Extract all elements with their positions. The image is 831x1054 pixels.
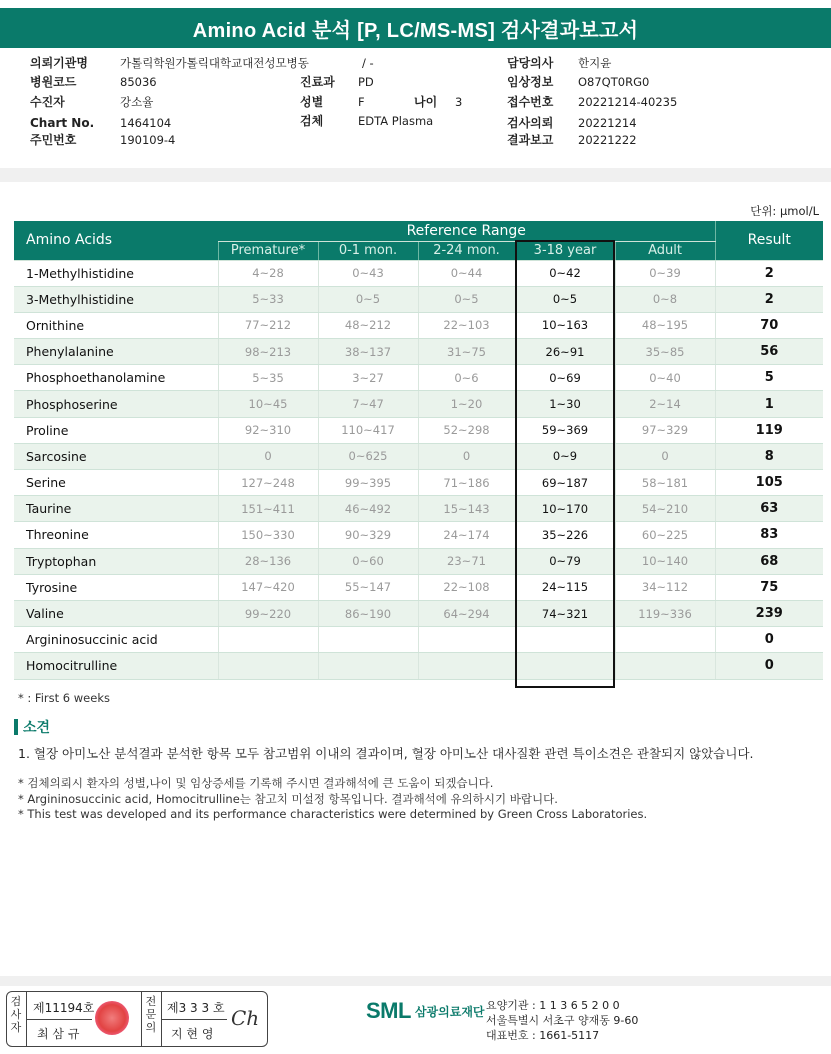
chart-no-label: Chart No. [30, 116, 95, 130]
table-row [14, 653, 823, 679]
ref-0-1-mon: 55~147 [318, 574, 418, 600]
col-premature: Premature* [218, 241, 318, 260]
hospital-code-value: 85036 [120, 75, 157, 89]
result-value: 0 [715, 627, 823, 653]
result-value: 119 [715, 417, 823, 443]
ref-3-18-year [515, 627, 615, 653]
ref-2-24-mon: 0~5 [418, 286, 515, 312]
result-value: 239 [715, 600, 823, 626]
ref-2-24-mon: 22~103 [418, 312, 515, 338]
ref-3-18-year: 26~91 [515, 339, 615, 365]
ref-premature [218, 627, 318, 653]
ref-2-24-mon: 22~108 [418, 574, 515, 600]
vertical-char: 문 [145, 1008, 157, 1021]
ref-3-18-year: 69~187 [515, 470, 615, 496]
result-value: 0 [715, 653, 823, 679]
vertical-char: 사 [10, 1008, 22, 1021]
ref-adult: 35~85 [615, 339, 715, 365]
result-value: 83 [715, 522, 823, 548]
ref-3-18-year: 0~79 [515, 548, 615, 574]
ref-0-1-mon [318, 653, 418, 679]
ref-premature: 147~420 [218, 574, 318, 600]
org-phone: 대표번호 : 1661-5117 [486, 1029, 600, 1042]
ref-3-18-year: 74~321 [515, 600, 615, 626]
amino-name: Serine [14, 470, 218, 496]
ref-2-24-mon: 0~44 [418, 260, 515, 286]
sex-label: 성별 [300, 95, 324, 109]
examiner-vertical-label [10, 995, 22, 1034]
ref-2-24-mon: 23~71 [418, 548, 515, 574]
ref-2-24-mon: 1~20 [418, 391, 515, 417]
col-amino-acids: Amino Acids [14, 221, 218, 260]
ref-adult: 48~195 [615, 312, 715, 338]
specialist-name: 지 현 영 [171, 1027, 214, 1041]
result-value: 70 [715, 312, 823, 338]
table-row [14, 548, 823, 574]
ref-3-18-year: 0~69 [515, 365, 615, 391]
heading-bar [14, 719, 18, 735]
ref-0-1-mon: 0~43 [318, 260, 418, 286]
col-3-18-year: 3-18 year [515, 241, 615, 260]
ref-0-1-mon: 46~492 [318, 496, 418, 522]
ref-3-18-year: 24~115 [515, 574, 615, 600]
ref-0-1-mon: 48~212 [318, 312, 418, 338]
amino-name: Phenylalanine [14, 339, 218, 365]
ref-adult: 0~8 [615, 286, 715, 312]
bottom-divider [0, 976, 831, 986]
ref-2-24-mon [418, 653, 515, 679]
amino-name: 3-Methylhistidine [14, 286, 218, 312]
ref-adult: 34~112 [615, 574, 715, 600]
ref-3-18-year: 0~42 [515, 260, 615, 286]
ref-premature: 4~28 [218, 260, 318, 286]
ref-0-1-mon: 99~395 [318, 470, 418, 496]
org-contact [486, 998, 638, 1043]
ref-3-18-year: 0~9 [515, 443, 615, 469]
note-line: * 검체의뢰시 환자의 성별,나이 및 임상증세를 기록해 주시면 결과해석에 큰 도움이 되겠습니다. [18, 776, 494, 790]
ref-0-1-mon: 110~417 [318, 417, 418, 443]
ref-premature [218, 653, 318, 679]
table-row [14, 365, 823, 391]
request-date-value: 20221214 [578, 116, 637, 130]
ref-premature: 5~35 [218, 365, 318, 391]
clinical-info-value: O87QT0RG0 [578, 75, 650, 89]
ref-adult [615, 627, 715, 653]
premature-footnote: * : First 6 weeks [18, 691, 110, 705]
amino-name: 1-Methylhistidine [14, 260, 218, 286]
ref-2-24-mon: 0~6 [418, 365, 515, 391]
amino-name: Taurine [14, 496, 218, 522]
ref-0-1-mon: 3~27 [318, 365, 418, 391]
findings-heading-text: 소견 [23, 720, 51, 736]
top-divider [0, 168, 831, 182]
age-value: 3 [455, 95, 463, 109]
amino-name: Valine [14, 600, 218, 626]
specimen-label: 검체 [300, 114, 324, 128]
ref-3-18-year: 10~163 [515, 312, 615, 338]
ref-0-1-mon [318, 627, 418, 653]
ref-2-24-mon: 71~186 [418, 470, 515, 496]
ref-3-18-year: 59~369 [515, 417, 615, 443]
specialist-vertical-label [145, 995, 157, 1034]
ref-premature: 151~411 [218, 496, 318, 522]
table-row [14, 470, 823, 496]
ref-premature: 92~310 [218, 417, 318, 443]
sex-value: F [358, 95, 365, 109]
vertical-char: 자 [10, 1021, 22, 1034]
divider [161, 1019, 227, 1020]
dept-label: 진료과 [300, 75, 335, 89]
ref-premature: 77~212 [218, 312, 318, 338]
divider [26, 1019, 92, 1020]
red-seal-stamp [95, 1001, 129, 1035]
institution-label: 의뢰기관명 [30, 56, 88, 70]
ref-2-24-mon: 0 [418, 443, 515, 469]
table-row [14, 417, 823, 443]
request-date-label: 검사의뢰 [507, 116, 554, 130]
ref-adult: 0 [615, 443, 715, 469]
specimen-value: EDTA Plasma [358, 114, 434, 128]
ref-premature: 5~33 [218, 286, 318, 312]
result-value: 75 [715, 574, 823, 600]
findings-heading [14, 717, 50, 737]
ref-3-18-year: 10~170 [515, 496, 615, 522]
hospital-code-label: 병원코드 [30, 75, 77, 89]
ref-adult: 119~336 [615, 600, 715, 626]
ref-premature: 28~136 [218, 548, 318, 574]
ref-0-1-mon: 86~190 [318, 600, 418, 626]
ref-adult: 58~181 [615, 470, 715, 496]
report-date-label: 결과보고 [507, 133, 554, 147]
ref-2-24-mon: 24~174 [418, 522, 515, 548]
result-value: 105 [715, 470, 823, 496]
examiner-name: 최 삼 규 [37, 1027, 80, 1041]
ref-0-1-mon: 0~625 [318, 443, 418, 469]
chart-no-value: 1464104 [120, 116, 172, 130]
table-row [14, 312, 823, 338]
signature-mark: Ch [231, 1006, 260, 1030]
col-2-24-mon: 2-24 mon. [418, 241, 515, 260]
note-line: * This test was developed and its performance characteristics were determined by Green Cross Laboratories. [18, 807, 648, 821]
ref-2-24-mon: 52~298 [418, 417, 515, 443]
amino-name: Phosphoethanolamine [14, 365, 218, 391]
amino-name: Argininosuccinic acid [14, 627, 218, 653]
table-row [14, 496, 823, 522]
table-row [14, 339, 823, 365]
receipt-no-value: 20221214-40235 [578, 95, 678, 109]
examiner-license-no: 제11194호 [33, 1001, 95, 1015]
amino-acid-table [14, 221, 823, 680]
unit-label: 단위: μmol/L [750, 204, 819, 218]
ref-premature: 99~220 [218, 600, 318, 626]
ref-2-24-mon: 31~75 [418, 339, 515, 365]
col-adult: Adult [615, 241, 715, 260]
table-row [14, 600, 823, 626]
ref-premature: 98~213 [218, 339, 318, 365]
org-name: 삼광의료재단 [414, 1004, 485, 1019]
specialist-license-no: 제3 3 3 호 [167, 1001, 225, 1015]
amino-name: Tryptophan [14, 548, 218, 574]
doctor-label: 담당의사 [507, 56, 554, 70]
ref-adult: 54~210 [615, 496, 715, 522]
ref-3-18-year: 35~226 [515, 522, 615, 548]
col-result: Result [715, 221, 823, 260]
table-row [14, 627, 823, 653]
ref-2-24-mon [418, 627, 515, 653]
amino-name: Proline [14, 417, 218, 443]
clinical-info-label: 임상정보 [507, 75, 554, 89]
table-row [14, 522, 823, 548]
ref-adult: 0~39 [615, 260, 715, 286]
report-date-value: 20221222 [578, 133, 637, 147]
divider [141, 992, 142, 1046]
ref-3-18-year: 0~5 [515, 286, 615, 312]
doctor-value: 한지윤 [578, 56, 612, 70]
notes-block [18, 776, 647, 823]
ref-0-1-mon: 7~47 [318, 391, 418, 417]
ref-2-24-mon: 64~294 [418, 600, 515, 626]
ref-adult: 2~14 [615, 391, 715, 417]
ref-premature: 150~330 [218, 522, 318, 548]
ref-adult: 0~40 [615, 365, 715, 391]
logo-text: SML [366, 998, 411, 1023]
ref-0-1-mon: 38~137 [318, 339, 418, 365]
ref-premature: 127~248 [218, 470, 318, 496]
recipient-label: 수진자 [30, 95, 65, 109]
vertical-char: 의 [145, 1021, 157, 1034]
vertical-char: 전 [145, 995, 157, 1008]
amino-name: Tyrosine [14, 574, 218, 600]
note-line: * Argininosuccinic acid, Homocitrulline는 참고치 미설정 항목입니다. 결과해석에 유의하시기 바랍니다. [18, 791, 558, 806]
result-value: 56 [715, 339, 823, 365]
receipt-no-label: 접수번호 [507, 95, 554, 109]
institution-code: 요양기관 : 1 1 3 6 5 2 0 0 [486, 999, 620, 1012]
amino-name: Phosphoserine [14, 391, 218, 417]
institution-extra: / - [362, 56, 374, 70]
resident-no-label: 주민번호 [30, 133, 77, 147]
amino-name: Ornithine [14, 312, 218, 338]
ref-adult: 60~225 [615, 522, 715, 548]
table-row [14, 260, 823, 286]
recipient-value: 강소율 [120, 95, 154, 109]
table-row [14, 391, 823, 417]
patient-info [0, 0, 831, 160]
org-address: 서울특별시 서초구 양재동 9-60 [486, 1014, 639, 1027]
table-row [14, 574, 823, 600]
result-value: 1 [715, 391, 823, 417]
ref-adult [615, 653, 715, 679]
ref-2-24-mon: 15~143 [418, 496, 515, 522]
ref-adult: 10~140 [615, 548, 715, 574]
ref-0-1-mon: 0~5 [318, 286, 418, 312]
result-value: 63 [715, 496, 823, 522]
result-value: 8 [715, 443, 823, 469]
result-value: 68 [715, 548, 823, 574]
ref-3-18-year [515, 653, 615, 679]
finding-text: 1. 혈장 아미노산 분석결과 분석한 항목 모두 참고범위 이내의 결과이며, 혈장 아미노산 대사질환 관련 특이소견은 관찰되지 않았습니다. [18, 746, 754, 761]
ref-3-18-year: 1~30 [515, 391, 615, 417]
result-value: 2 [715, 260, 823, 286]
sml-logo [366, 998, 485, 1024]
result-value: 5 [715, 365, 823, 391]
signature-box [6, 991, 268, 1047]
amino-name: Homocitrulline [14, 653, 218, 679]
result-value: 2 [715, 286, 823, 312]
resident-no-value: 190109-4 [120, 133, 176, 147]
amino-name: Sarcosine [14, 443, 218, 469]
ref-premature: 0 [218, 443, 318, 469]
report-title: Amino Acid 분석 [P, LC/MS-MS] 검사결과보고서 [0, 8, 831, 48]
dept-value: PD [358, 75, 374, 89]
amino-name: Threonine [14, 522, 218, 548]
age-label: 나이 [414, 95, 438, 109]
col-0-1-mon: 0-1 mon. [318, 241, 418, 260]
ref-adult: 97~329 [615, 417, 715, 443]
table-row [14, 286, 823, 312]
ref-0-1-mon: 0~60 [318, 548, 418, 574]
vertical-char: 검 [10, 995, 22, 1008]
table-row [14, 443, 823, 469]
col-reference-range: Reference Range [218, 221, 715, 241]
ref-0-1-mon: 90~329 [318, 522, 418, 548]
ref-premature: 10~45 [218, 391, 318, 417]
institution-value: 가톨릭학원가톨릭대학교대전성모병동 [120, 56, 309, 70]
